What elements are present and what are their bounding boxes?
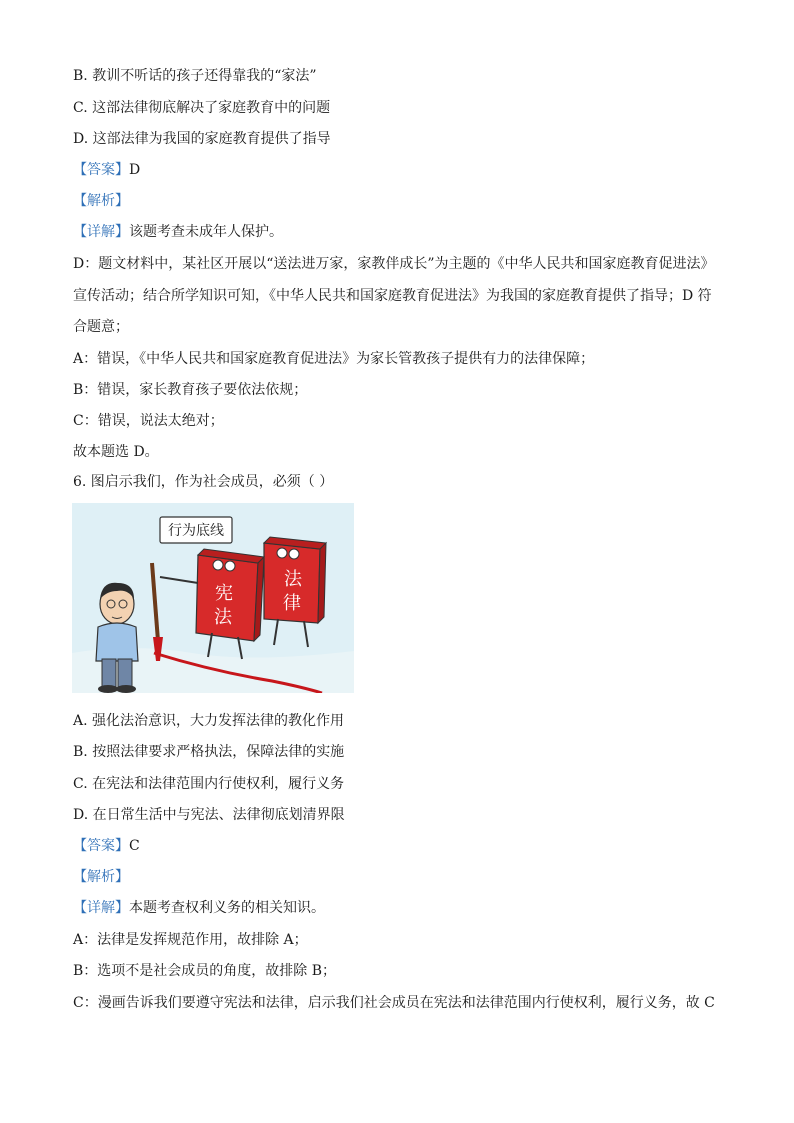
- question-6: 6. 图启示我们，作为社会成员，必须（ ）: [73, 474, 334, 490]
- detail-tag: 【详解】: [73, 224, 129, 240]
- q6-option-c: C. 在宪法和法律范围内行使权利，履行义务: [73, 776, 345, 792]
- detail2-text-line: B：选项不是社会成员的角度，故排除 B；: [73, 963, 337, 979]
- detail1-text-line: D：题文材料中，某社区开展以“送法进万家，家教伴成长”为主题的《中华人民共和国家庭教育促进法》: [73, 256, 715, 272]
- detail2-text-line: A：法律是发挥规范作用，故排除 A；: [73, 932, 308, 948]
- answer-line-2: [73, 836, 140, 856]
- option-b: B. 教训不听话的孩子还得靠我的“家法”: [73, 68, 317, 84]
- detail1-text-line: C：错误，说法太绝对；: [73, 413, 224, 429]
- q6-option-d: D. 在日常生活中与宪法、法律彻底划清界限: [73, 807, 345, 823]
- option-d: D. 这部法律为我国的家庭教育提供了指导: [73, 131, 331, 147]
- answer-line-1: [73, 160, 140, 180]
- detail1-text-line: 宣传活动；结合所学知识可知，《中华人民共和国家庭教育促进法》为我国的家庭教育提供了指导；D 符: [73, 288, 712, 304]
- option-c: C. 这部法律彻底解决了家庭教育中的问题: [73, 100, 331, 116]
- analysis-tag: 【解析】: [73, 869, 129, 885]
- book2-char-2: 律: [283, 593, 301, 614]
- detail2-text-line: C：漫画告诉我们要遵守宪法和法律，启示我们社会成员在宪法和法律范围内行使权利，履行义务，故 C: [73, 995, 715, 1011]
- answer-tag: 【答案】: [73, 162, 129, 178]
- detail-text: 本题考查权利义务的相关知识。: [129, 900, 325, 916]
- law-cartoon-image: [72, 503, 354, 693]
- detail-line-1: [73, 222, 283, 242]
- answer-tag: 【答案】: [73, 838, 129, 854]
- detail-text: 该题考查未成年人保护。: [129, 224, 283, 240]
- detail1-text-line: 合题意；: [73, 319, 129, 335]
- book1-char-2: 法: [214, 607, 232, 628]
- detail1-text-line: B：错误，家长教育孩子要依法依规；: [73, 382, 308, 398]
- book1-char-1: 宪: [215, 583, 233, 604]
- answer-value: C: [129, 838, 140, 854]
- book2-char-1: 法: [284, 569, 302, 590]
- detail-line-2: [73, 898, 325, 918]
- sign-text: 行为底线: [168, 523, 224, 539]
- answer-value: D: [129, 162, 141, 178]
- sign-bubble: [160, 517, 232, 543]
- detail-tag: 【详解】: [73, 900, 129, 916]
- detail1-text-line: 故本题选 D。: [73, 444, 159, 460]
- analysis-line-1: [73, 191, 129, 211]
- detail1-text-line: A：错误，《中华人民共和国家庭教育促进法》为家长管教孩子提供有力的法律保障；: [73, 351, 595, 367]
- q6-option-a: A. 强化法治意识，大力发挥法律的教化作用: [73, 713, 345, 729]
- q6-option-b: B. 按照法律要求严格执法，保障法律的实施: [73, 744, 345, 760]
- analysis-tag: 【解析】: [73, 193, 129, 209]
- analysis-line-2: [73, 867, 129, 887]
